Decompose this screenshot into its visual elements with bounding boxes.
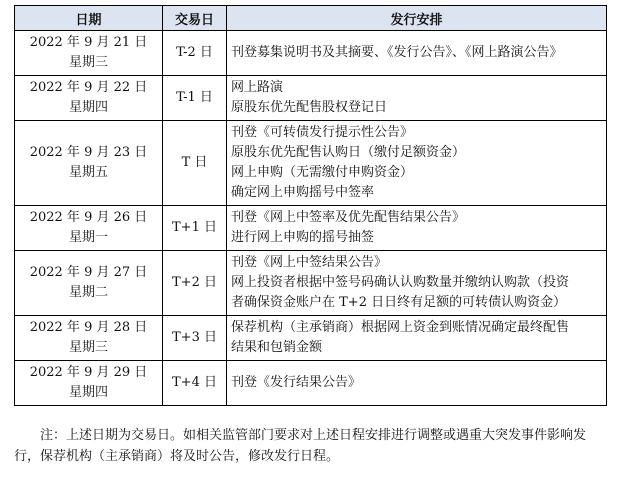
date-cell	[15, 121, 163, 206]
date-text: 2022 年 9 月 29 日	[29, 365, 148, 380]
arrangement-cell	[227, 206, 607, 251]
arrangement-line: 确定网上申购摇号中签率	[231, 185, 375, 200]
table-row	[15, 251, 607, 316]
arrangement-cell	[227, 251, 607, 316]
date-text: 2022 年 9 月 23 日	[29, 145, 148, 160]
table-body	[15, 31, 607, 406]
arrangement-line: 刊登募集说明书及其摘要、《发行公告》、《网上路演公告》	[231, 45, 563, 60]
date-text: 2022 年 9 月 21 日	[29, 35, 148, 50]
arrangement-line: 进行网上申购的摇号抽签	[231, 230, 375, 245]
arrangement-line: 结果和包销金额	[231, 340, 323, 355]
weekday-text: 星期五	[68, 165, 108, 180]
table-row	[15, 121, 607, 206]
date-cell	[15, 206, 163, 251]
arrangement-cell	[227, 316, 607, 361]
weekday-text: 星期二	[68, 285, 108, 300]
arrangement-line: 保荐机构（主承销商）根据网上资金到账情况确定最终配售	[231, 320, 570, 335]
arrangement-line: 刊登《网上中签率及优先配售结果公告》	[231, 210, 466, 225]
date-cell	[15, 251, 163, 316]
footnote: 注：上述日期为交易日。如相关监管部门要求对上述日程安排进行调整或遇重大突发事件影响发行，保荐机构（主承销商）将及时公告，修改发行日程。	[14, 428, 587, 464]
table-row	[15, 316, 607, 361]
arrangement-line: 原股东优先配售股权登记日	[231, 100, 388, 115]
arrangement-cell	[227, 31, 607, 76]
table-header-row	[15, 6, 607, 31]
arrangement-line: 原股东优先配售认购日（缴付足额资金）	[231, 145, 466, 160]
date-cell	[15, 361, 163, 406]
table-row	[15, 206, 607, 251]
trade-day-cell: T-2 日	[163, 31, 227, 76]
arrangement-cell	[227, 76, 607, 121]
arrangement-line: 刊登《网上中签结果公告》	[231, 255, 388, 270]
arrangement-line: 刊登《发行结果公告》	[231, 375, 362, 390]
arrangement-cell	[227, 121, 607, 206]
weekday-text: 星期三	[68, 55, 108, 70]
date-text: 2022 年 9 月 27 日	[29, 265, 148, 280]
date-text: 2022 年 9 月 26 日	[29, 210, 148, 225]
arrangement-cell	[227, 361, 607, 406]
table-row	[15, 361, 607, 406]
trade-day-cell: T+2 日	[163, 251, 227, 316]
arrangement-line: 网上投资者根据中签号码确认认购数量并缴纳认购款（投资	[231, 275, 570, 290]
arrangement-line: 网上路演	[231, 80, 284, 95]
table-row	[15, 31, 607, 76]
issuance-schedule-table	[14, 5, 607, 406]
trade-day-cell: T 日	[163, 121, 227, 206]
header-trade-day: 交易日	[163, 6, 227, 31]
header-date: 日期	[15, 6, 163, 31]
weekday-text: 星期四	[68, 385, 108, 400]
date-text: 2022 年 9 月 28 日	[29, 320, 148, 335]
header-arrangement: 发行安排	[227, 6, 607, 31]
arrangement-line: 网上申购（无需缴付申购资金）	[231, 165, 414, 180]
trade-day-cell: T-1 日	[163, 76, 227, 121]
trade-day-cell: T+4 日	[163, 361, 227, 406]
weekday-text: 星期三	[68, 340, 108, 355]
weekday-text: 星期一	[68, 230, 108, 245]
weekday-text: 星期四	[68, 100, 108, 115]
date-text: 2022 年 9 月 22 日	[29, 80, 148, 95]
date-cell	[15, 31, 163, 76]
date-cell	[15, 316, 163, 361]
date-cell	[15, 76, 163, 121]
arrangement-line: 刊登《可转债发行提示性公告》	[231, 125, 414, 140]
trade-day-cell: T+3 日	[163, 316, 227, 361]
arrangement-line: 者确保资金账户在 T+2 日日终有足额的可转债认购资金）	[231, 295, 567, 310]
table-row	[15, 76, 607, 121]
trade-day-cell: T+1 日	[163, 206, 227, 251]
